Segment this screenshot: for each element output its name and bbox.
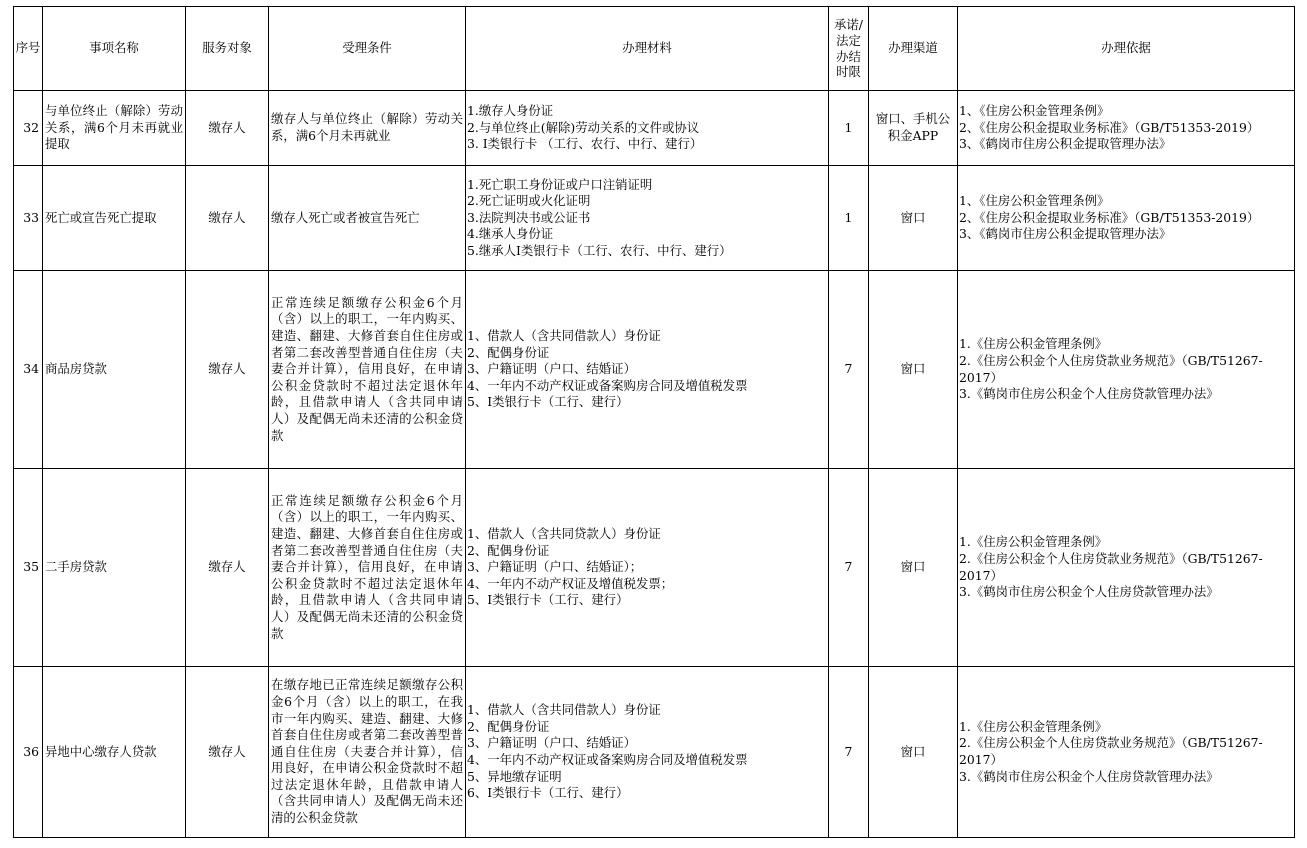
- row-condition: 在缴存地已正常连续足额缴存公积金6个月（含）以上的职工，在我市一年内购买、建造、翻建、大修首套自住住房或者第二套改善型普通自住住房（夫妻合并计算），信用良好，在申请公积金贷款时不超过法定退休年龄，且借款申请人（含共同申请人）及配偶无尚未还清的公积金贷款: [269, 667, 466, 838]
- row-condition: 缴存人与单位终止（解除）劳动关系，满6个月未再就业: [269, 91, 466, 166]
- row-materials: 1.缴存人身份证 2.与单位终止(解除)劳动关系的文件或协议 3. Ⅰ类银行卡 （工行、农行、中行、建行）: [466, 91, 829, 166]
- row-target: 缴存人: [186, 271, 269, 469]
- row-channel: 窗口: [869, 166, 958, 271]
- row-no: 33: [14, 166, 43, 271]
- row-materials: 1、借款人（含共同借款人）身份证 2、配偶身份证 3、户籍证明（户口、结婚证） 4、一年内不动产权证或备案购房合同及增值税发票 5、Ⅰ类银行卡（工行、建行）: [466, 271, 829, 469]
- row-no: 36: [14, 667, 43, 838]
- service-items-table: [13, 6, 1295, 838]
- table-row: [14, 667, 1295, 838]
- table-row: [14, 271, 1295, 469]
- header-no: 序号: [14, 7, 43, 91]
- table-row: [14, 91, 1295, 166]
- row-deadline: 7: [829, 469, 869, 667]
- row-materials: 1、借款人（含共同借款人）身份证 2、配偶身份证 3、户籍证明（户口、结婚证） 4、一年内不动产权证或备案购房合同及增值税发票 5、异地缴存证明 6、Ⅰ类银行卡（工行、建行）: [466, 667, 829, 838]
- header-target: 服务对象: [186, 7, 269, 91]
- row-condition: 正常连续足额缴存公积金6个月（含）以上的职工，一年内购买、建造、翻建、大修首套自住住房或者第二套改善型普通自住住房（夫妻合并计算），信用良好，在申请公积金贷款时不超过法定退休年龄，且借款申请人（含共同申请人）及配偶无尚未还清的公积金贷款: [269, 469, 466, 667]
- row-target: 缴存人: [186, 91, 269, 166]
- row-target: 缴存人: [186, 667, 269, 838]
- row-channel: 窗口、手机公积金APP: [869, 91, 958, 166]
- row-basis: 1、《住房公积金管理条例》 2、《住房公积金提取业务标准》（GB/T51353-2019） 3、《鹤岗市住房公积金提取管理办法》: [958, 91, 1295, 166]
- row-materials: 1、借款人（含共同贷款人）身份证 2、配偶身份证 3、户籍证明（户口、结婚证）； 4、一年内不动产权证及增值税发票； 5、Ⅰ类银行卡（工行、建行）: [466, 469, 829, 667]
- row-name: 与单位终止（解除）劳动关系，满6个月未再就业提取: [43, 91, 186, 166]
- table-header-row: [14, 7, 1295, 91]
- row-basis: 1.《住房公积金管理条例》 2.《住房公积金个人住房贷款业务规范》（GB/T51267-2017） 3.《鹤岗市住房公积金个人住房贷款管理办法》: [958, 469, 1295, 667]
- header-condition: 受理条件: [269, 7, 466, 91]
- row-no: 32: [14, 91, 43, 166]
- header-deadline: 承诺/ 法定 办结 时限: [829, 7, 869, 91]
- row-name: 异地中心缴存人贷款: [43, 667, 186, 838]
- row-name: 二手房贷款: [43, 469, 186, 667]
- row-condition: 正常连续足额缴存公积金6个月（含）以上的职工，一年内购买、建造、翻建、大修首套自住住房或者第二套改善型普通自住住房（夫妻合并计算），信用良好，在申请公积金贷款时不超过法定退休年龄，且借款申请人（含共同申请人）及配偶无尚未还清的公积金贷款: [269, 271, 466, 469]
- table-row: [14, 469, 1295, 667]
- row-target: 缴存人: [186, 166, 269, 271]
- header-channel: 办理渠道: [869, 7, 958, 91]
- header-basis: 办理依据: [958, 7, 1295, 91]
- row-condition: 缴存人死亡或者被宣告死亡: [269, 166, 466, 271]
- row-channel: 窗口: [869, 667, 958, 838]
- row-materials: 1.死亡职工身份证或户口注销证明 2.死亡证明或火化证明 3.法院判决书或公证书 4.继承人身份证 5.继承人Ⅰ类银行卡（工行、农行、中行、建行）: [466, 166, 829, 271]
- row-deadline: 7: [829, 667, 869, 838]
- row-basis: 1.《住房公积金管理条例》 2.《住房公积金个人住房贷款业务规范》（GB/T51267-2017） 3.《鹤岗市住房公积金个人住房贷款管理办法》: [958, 667, 1295, 838]
- header-materials: 办理材料: [466, 7, 829, 91]
- header-name: 事项名称: [43, 7, 186, 91]
- row-no: 35: [14, 469, 43, 667]
- row-no: 34: [14, 271, 43, 469]
- row-name: 死亡或宣告死亡提取: [43, 166, 186, 271]
- row-channel: 窗口: [869, 271, 958, 469]
- row-deadline: 1: [829, 91, 869, 166]
- row-target: 缴存人: [186, 469, 269, 667]
- row-channel: 窗口: [869, 469, 958, 667]
- row-basis: 1、《住房公积金管理条例》 2、《住房公积金提取业务标准》（GB/T51353-2019） 3、《鹤岗市住房公积金提取管理办法》: [958, 166, 1295, 271]
- row-name: 商品房贷款: [43, 271, 186, 469]
- row-deadline: 1: [829, 166, 869, 271]
- row-basis: 1.《住房公积金管理条例》 2.《住房公积金个人住房贷款业务规范》（GB/T51267-2017） 3.《鹤岗市住房公积金个人住房贷款管理办法》: [958, 271, 1295, 469]
- row-deadline: 7: [829, 271, 869, 469]
- table-row: [14, 166, 1295, 271]
